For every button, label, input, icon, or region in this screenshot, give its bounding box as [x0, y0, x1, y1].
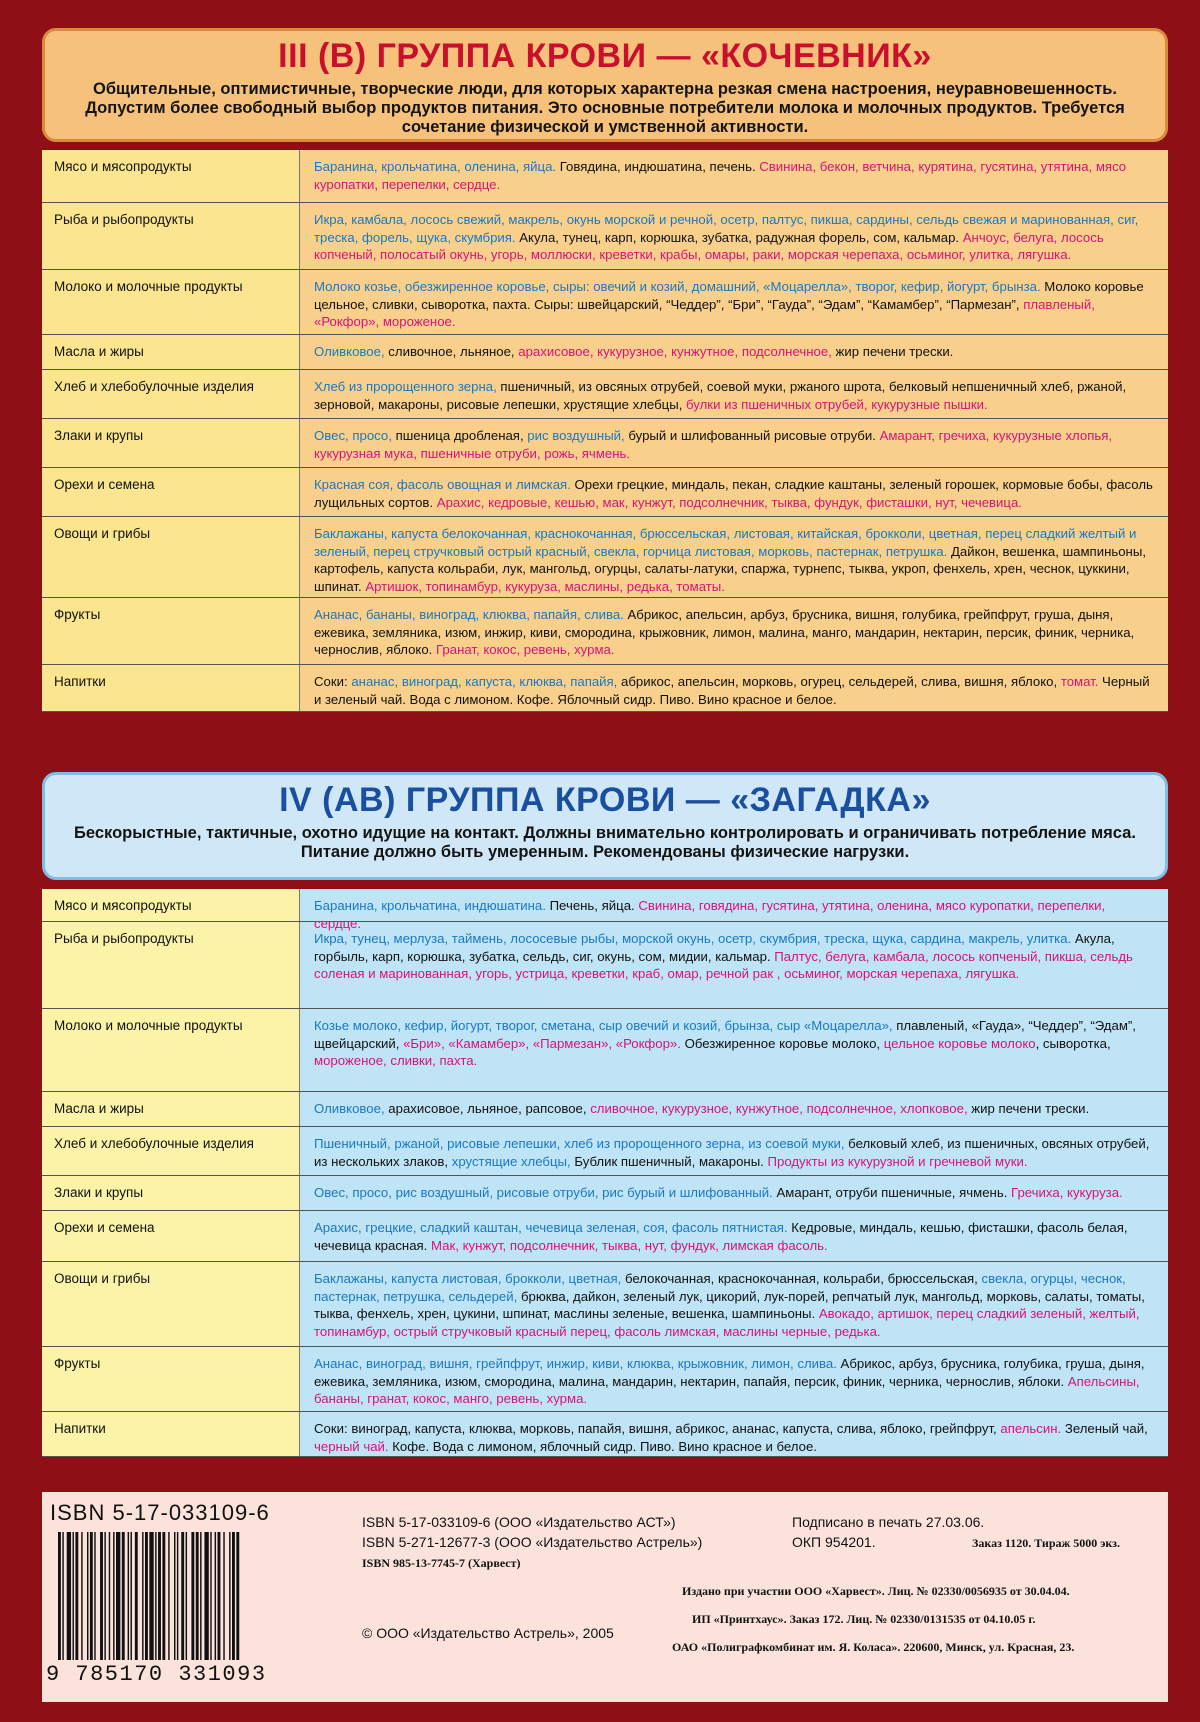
row-foods	[300, 335, 1168, 369]
avoid-foods: цельное коровье молоко	[883, 1035, 1036, 1051]
section4-title: IV (AB) ГРУППА КРОВИ — «ЗАГАДКА»	[279, 781, 931, 819]
row-category: Мясо и мясопродукты	[42, 889, 300, 921]
neutral-foods: Акула, горбыль, карп, корюшка, зубатка, сельдь, сиг, окунь, сом, мидии, кальмар.	[314, 931, 1115, 964]
neutral-foods: Молоко коровье цельное, сливки, сыворотка, пахта. Сыры: швейцарский, “Чеддер”, “Бри”, “Гауда”, “Эдам”, “Камамбер”, “Пармезан”,	[314, 279, 1144, 312]
table-row	[42, 1009, 1168, 1092]
recommended-foods: Ананас, виноград, вишня, грейпфрут, инжир, киви, клюква, крыжовник, лимон, слива.	[314, 1356, 837, 1371]
barcode-bar	[145, 1532, 148, 1660]
table-row	[42, 1127, 1168, 1176]
table-row	[42, 150, 1168, 203]
barcode-bar	[177, 1532, 178, 1660]
neutral-foods: Акула, тунец, карп, корюшка, зубатка, радужная форель, сом, кальмар.	[515, 229, 963, 245]
row-foods	[300, 370, 1168, 418]
table-row	[42, 468, 1168, 517]
row-foods	[300, 1412, 1168, 1456]
neutral-foods: Абрикос, апельсин, арбуз, брусника, вишня, голубика, грейпфрут, груша, дыня, ежевика, земляника, изюм, инжир, киви, смородина, крыжовник, лимон, малина, манго, мандарин, нектарин, персик, финик, черника, чернослив, яблоко.	[314, 607, 1135, 658]
section3-header	[42, 28, 1168, 142]
recommended-foods: Ананас, бананы, виноград, клюква, папайя, слива.	[314, 607, 624, 622]
row-foods	[300, 1347, 1168, 1411]
neutral-foods: Соки:	[314, 674, 352, 689]
barcode-bar	[116, 1532, 120, 1660]
barcode-bar	[135, 1532, 138, 1660]
recommended-foods: свекла, огурцы, чеснок, пастернак, петрушка, сельдерей,	[314, 1271, 1126, 1304]
row-category: Рыба и рыбопродукты	[42, 203, 300, 269]
avoid-foods: Палтус, белуга, камбала, лосось копченый, пикша, сельдь соленая и маринованная, угорь, устрица, креветки, краб, омар, речной рак , осьминог, морская черепаха, лягушка.	[314, 948, 1133, 982]
neutral-foods: плавленый, «Гауда», “Чеддер”, “Эдам”, щвейцарский,	[314, 1018, 1136, 1051]
barcode-bar	[62, 1532, 63, 1660]
section4-table	[42, 889, 1168, 1457]
neutral-foods: Дайкон, вешенка, шампиньоны, картофель, капуста кольраби, лук, мангольд, огурцы, салаты-латуки, спаржа, турнепс, тыква, укроп, фенхель, хрен, чеснок, цуккини, шпинат.	[314, 543, 1146, 594]
signed-date: Подписано в печать 27.03.06.	[792, 1514, 985, 1530]
table-row	[42, 203, 1168, 270]
printer-line-2: ИП «Принтхаус». Заказ 172. Лиц. № 02330/0131535 от 04.10.05 г.	[692, 1612, 1036, 1626]
neutral-foods: Кофе. Вода с лимоном, яблочный сидр. Пиво. Вино красное и белое.	[388, 1438, 817, 1454]
barcode-bar	[75, 1532, 78, 1660]
neutral-foods: Кедровые, миндаль, кешью, фисташки, фасоль белая, чечевица красная.	[314, 1220, 1128, 1253]
recommended-foods: Красная соя, фасоль овощная и лимская.	[314, 477, 571, 492]
row-foods	[300, 1262, 1168, 1346]
row-foods	[300, 922, 1168, 1008]
avoid-foods: Гречиха, кукуруза.	[1011, 1185, 1123, 1200]
row-category: Фрукты	[42, 1347, 300, 1411]
recommended-foods: Оливковое,	[314, 344, 385, 359]
avoid-foods: Анчоус, белуга, лосось копченый, полосатый окунь, угорь, моллюски, креветки, крабы, омары, раки, морская черепаха, осьминог, улитка, лягушка.	[314, 229, 1104, 263]
table-row	[42, 1211, 1168, 1262]
row-foods	[300, 1211, 1168, 1261]
neutral-foods: брюква, дайкон, зеленый лук, цикорий, лук-порей, репчатый лук, мангольд, морковь, салаты, томаты, тыква, фенхель, хрен, цукини, шпинат, маслины зеленые, вешенка, шампиньоны.	[314, 1288, 1145, 1322]
neutral-foods: белокочанная, краснокочанная, кольраби, брюссельская,	[621, 1271, 982, 1286]
barcode-bar	[223, 1532, 224, 1660]
row-foods	[300, 419, 1168, 467]
neutral-foods: жир печени трески.	[967, 1101, 1090, 1116]
row-category: Овощи и грибы	[42, 1262, 300, 1346]
recommended-foods: ананас, виноград, капуста, клюква, папайя,	[351, 674, 618, 689]
neutral-foods: Обезжиренное коровье молоко,	[680, 1035, 884, 1051]
neutral-foods: белковый хлеб, из пшеничных, овсяных отрубей, из нескольких злаков,	[314, 1136, 1150, 1169]
row-category: Злаки и крупы	[42, 419, 300, 467]
table-row	[42, 1347, 1168, 1412]
barcode	[56, 1532, 304, 1660]
row-category: Хлеб и хлебобулочные изделия	[42, 1127, 300, 1175]
row-foods	[300, 1127, 1168, 1175]
neutral-foods: Орехи грецкие, миндаль, пекан, сладкие каштаны, зеленый горошек, кормовые бобы, фасоль лущильных сортов.	[314, 477, 1153, 510]
footer	[42, 1492, 1168, 1702]
recommended-foods: Молоко козье, обезжиренное коровье, сыры: овечий и козий, домашний, «Моцарелла», творог, кефир, йогурт, брынза.	[314, 279, 1041, 294]
barcode-bar	[142, 1532, 143, 1660]
barcode-bar	[229, 1532, 230, 1660]
barcode-bar	[113, 1532, 114, 1660]
recommended-foods: хрустящие хлебцы,	[451, 1153, 571, 1169]
avoid-foods: арахисовое, кукурузное, кунжутное, подсолнечное,	[518, 344, 832, 359]
neutral-foods: жир печени трески.	[831, 344, 954, 359]
barcode-bar	[210, 1532, 211, 1660]
avoid-foods: «Бри», «Камамбер», «Пармезан», «Рокфор».	[403, 1035, 681, 1051]
avoid-foods: плавленый, «Рокфор», мороженое.	[314, 296, 1095, 330]
row-category: Орехи и семена	[42, 1211, 300, 1261]
barcode-bar	[155, 1532, 156, 1660]
row-category: Злаки и крупы	[42, 1176, 300, 1210]
barcode-bar	[204, 1532, 208, 1660]
row-foods	[300, 1009, 1168, 1091]
recommended-foods: Хлеб из пророщенного зерна,	[314, 379, 497, 394]
recommended-foods: Баклажаны, капуста белокочанная, краснокочанная, брюссельская, листовая, китайская, брокколи, цветная, перец сладкий желтый и зеленый, перец стручковый острый красный, свекла, горчица листовая, морковь, пастернак, петрушка.	[314, 526, 1137, 559]
row-foods	[300, 270, 1168, 334]
barcode-bar	[128, 1532, 129, 1660]
recommended-foods: Арахис, грецкие, сладкий каштан, чечевица зеленая, соя, фасоль пятнистая.	[314, 1220, 788, 1235]
avoid-foods: Артишок, топинамбур, кукуруза, маслины, редька, томаты.	[365, 578, 725, 594]
table-row	[42, 598, 1168, 665]
neutral-foods: , сыворотка,	[1035, 1035, 1111, 1051]
copyright: © ООО «Издательство Астрель», 2005	[362, 1625, 614, 1641]
barcode-bar	[104, 1532, 105, 1660]
row-category: Фрукты	[42, 598, 300, 664]
avoid-foods: Свинина, бекон, ветчина, курятина, гусятина, утятина, мясо куропатки, перепелки, сердце.	[314, 159, 1127, 192]
row-category: Напитки	[42, 1412, 300, 1456]
printer-line-1: Издано при участии ООО «Харвест». Лиц. № 02330/0056935 от 30.04.04.	[682, 1584, 1070, 1598]
neutral-foods: пшеница дробленая,	[391, 428, 528, 443]
row-category: Напитки	[42, 665, 300, 711]
table-row	[42, 1176, 1168, 1211]
avoid-foods: Гранат, кокос, ревень, хурма.	[436, 642, 615, 658]
barcode-bar	[200, 1532, 201, 1660]
barcode-bar	[122, 1532, 125, 1660]
neutral-foods: Черный и зеленый чай. Вода с лимоном. Кофе. Яблочный сидр. Пиво. Вино красное и белое.	[314, 674, 1150, 707]
recommended-foods: Баранина, крольчатина, оленина, яйца.	[314, 159, 557, 174]
section3-description: Общительные, оптимистичные, творческие люди, для которых характерна резкая смена настроения, неуравновешенность. Допустим более свободный выбор продуктов питания. Это основные потребители молока и молочных продуктов. Требуется сочетание физической и умственной активности.	[85, 80, 1125, 136]
barcode-bar	[73, 1532, 74, 1660]
barcode-bar	[94, 1532, 95, 1660]
barcode-bar	[90, 1532, 93, 1660]
table-row	[42, 1412, 1168, 1457]
row-foods	[300, 150, 1168, 202]
row-foods	[300, 889, 1168, 931]
row-foods	[300, 1176, 1168, 1210]
row-foods	[300, 1092, 1168, 1126]
barcode-bar	[162, 1532, 165, 1660]
table-row	[42, 922, 1168, 1009]
row-category: Орехи и семена	[42, 468, 300, 516]
avoid-foods: томат.	[1060, 674, 1099, 689]
avoid-foods: сливочное, кукурузное, кунжутное, подсолнечное, хлопковое,	[590, 1101, 968, 1116]
table-row	[42, 419, 1168, 468]
avoid-foods: мороженое, сливки, пахта.	[314, 1053, 478, 1069]
barcode-bar	[58, 1532, 61, 1660]
barcode-bar	[196, 1532, 199, 1660]
barcode-bar	[191, 1532, 194, 1660]
row-category: Рыба и рыбопродукты	[42, 922, 300, 1008]
row-category: Молоко и молочные продукты	[42, 1009, 300, 1091]
avoid-foods: Арахис, кедровые, кешью, мак, кунжут, подсолнечник, тыква, фундук, фисташки, нут, чечевица.	[436, 494, 1022, 510]
neutral-foods: сливочное, льняное,	[384, 344, 519, 359]
section3-table	[42, 150, 1168, 712]
row-category: Молоко и молочные продукты	[42, 270, 300, 334]
barcode-bar	[109, 1532, 110, 1660]
table-row	[42, 517, 1168, 598]
row-foods	[300, 598, 1168, 664]
row-category: Масла и жиры	[42, 1092, 300, 1126]
barcode-bar	[131, 1532, 132, 1660]
isbn-line-3: ISBN 985-13-7745-7 (Харвест)	[362, 1556, 521, 1570]
section4-header	[42, 772, 1168, 880]
barcode-bar	[149, 1532, 153, 1660]
barcode-bar	[100, 1532, 103, 1660]
print-order: Заказ 1120. Тираж 5000 экз.	[972, 1536, 1120, 1550]
printer-line-3: ОАО «Полиграфкомбинат им. Я. Коласа». 220600, Минск, ул. Красная, 23.	[672, 1640, 1075, 1654]
avoid-foods: Свинина, говядина, гусятина, утятина, оленина, мясо куропатки, перепелки, сердце.	[314, 898, 1106, 931]
neutral-foods: Абрикос, арбуз, брусника, голубика, груша, дыня, ежевика, земляника, изюм, смородина, малина, мандарин, нектарин, папайя, персик, финик, черника, чернослив, яблоки.	[314, 1356, 1145, 1389]
barcode-bar	[158, 1532, 161, 1660]
neutral-foods: Бублик пшеничный, макароны.	[570, 1153, 768, 1169]
isbn-line-2: ISBN 5-271-12677-3 (ООО «Издательство Астрель»)	[362, 1534, 703, 1550]
avoid-foods: черный чай.	[314, 1438, 389, 1454]
row-category: Хлеб и хлебобулочные изделия	[42, 370, 300, 418]
neutral-foods: Печень, яйца.	[545, 898, 639, 913]
recommended-foods: Баклажаны, капуста листовая, брокколи, цветная,	[314, 1271, 622, 1286]
neutral-foods: пшеничный, из овсяных отрубей, соевой муки, ржаного шрота, белковый непшеничный хлеб, ржаной, зерновой, макароны, рисовые лепешки, хрустящие хлебцы,	[314, 379, 1127, 412]
recommended-foods: рис воздушный,	[527, 428, 625, 443]
barcode-bar	[232, 1532, 235, 1660]
avoid-foods: Продукты из кукурузной и гречневой муки.	[767, 1153, 1028, 1169]
neutral-foods: Зеленый чай,	[1061, 1421, 1148, 1436]
table-row	[42, 370, 1168, 419]
barcode-bar	[218, 1532, 221, 1660]
isbn-main: ISBN 5-17-033109-6	[50, 1500, 270, 1525]
recommended-foods: Икра, камбала, лосось свежий, макрель, окунь морской и речной, осетр, палтус, пикша, сардины, сельдь свежая и маринованная, сиг, треска, форель, щука, скумбрия.	[314, 212, 1139, 245]
table-row	[42, 889, 1168, 931]
neutral-foods: Говядина, индюшатина, печень.	[556, 159, 760, 174]
recommended-foods: Икра, тунец, мерлуза, таймень, лососевые рыбы, морской окунь, осетр, скумбрия, треска, щука, сардина, макрель, улитка.	[314, 931, 1072, 946]
avoid-foods: Амарант, гречиха, кукурузные хлопья, кукурузная мука, пшеничные отруби, рожь, ячмень.	[314, 428, 1113, 461]
neutral-foods: абрикос, апельсин, морковь, огурец, сельдерей, слива, вишня, яблоко,	[617, 674, 1061, 689]
recommended-foods: Оливковое,	[314, 1101, 385, 1116]
barcode-bar	[186, 1532, 187, 1660]
barcode-bar	[215, 1532, 216, 1660]
barcode-bar	[81, 1532, 82, 1660]
row-category: Овощи и грибы	[42, 517, 300, 597]
avoid-foods: булки из пшеничных отрубей, кукурузные пышки.	[686, 396, 988, 412]
barcode-bar	[174, 1532, 175, 1660]
barcode-bar	[87, 1532, 88, 1660]
table-row	[42, 665, 1168, 712]
recommended-foods: Козье молоко, кефир, йогурт, творог, сметана, сыр овечий и козий, брынза, сыр «Моцарелла»,	[314, 1018, 893, 1033]
section3-title: III (B) ГРУППА КРОВИ — «КОЧЕВНИК»	[278, 37, 932, 75]
table-row	[42, 335, 1168, 370]
recommended-foods: Пшеничный, ржаной, рисовые лепешки, хлеб из пророщенного зерна, из соевой муки,	[314, 1136, 845, 1151]
neutral-foods: Соки: виноград, капуста, клюква, морковь, папайя, вишня, абрикос, ананас, капуста, слива, яблоко, грейпфрут,	[314, 1421, 1001, 1436]
ean-digits: 9 785170 331093	[46, 1662, 267, 1687]
row-foods	[300, 517, 1168, 597]
section4-description: Бескорыстные, тактичные, охотно идущие на контакт. Должны внимательно контролировать и ограничивать потребление мяса. Питание должно быть умеренным. Рекомендованы физические нагрузки.	[74, 824, 1136, 861]
recommended-foods: Овес, просо, рис воздушный, рисовые отруби, рис бурый и шлифованный.	[314, 1185, 773, 1200]
recommended-foods: Овес, просо,	[314, 428, 392, 443]
avoid-foods: Мак, кунжут, подсолнечник, тыква, нут, фундук, лимская фасоль.	[431, 1237, 828, 1253]
avoid-foods: Авокадо, артишок, перец сладкий зеленый, желтый, топинамбур, острый стручковый красный перец, фасоль лимская, маслины черные, редька.	[314, 1306, 1140, 1339]
row-foods	[300, 203, 1168, 269]
row-foods	[300, 468, 1168, 516]
avoid-foods: апельсин.	[1000, 1421, 1062, 1436]
row-category: Мясо и мясопродукты	[42, 150, 300, 202]
recommended-foods: Баранина, крольчатина, индюшатина.	[314, 898, 546, 913]
row-category: Масла и жиры	[42, 335, 300, 369]
isbn-line-1: ISBN 5-17-033109-6 (ООО «Издательство АСТ»)	[362, 1514, 676, 1530]
neutral-foods: бурый и шлифованный рисовые отруби.	[624, 428, 880, 443]
barcode-bar	[67, 1532, 71, 1660]
okp-code: ОКП 954201.	[792, 1534, 876, 1550]
barcode-bar	[181, 1532, 184, 1660]
table-row	[42, 1262, 1168, 1347]
table-row	[42, 1092, 1168, 1127]
row-foods	[300, 665, 1168, 711]
table-row	[42, 270, 1168, 335]
neutral-foods: Амарант, отруби пшеничные, ячмень.	[772, 1185, 1012, 1200]
avoid-foods: Апельсины, бананы, гранат, кокос, манго, ревень, хурма.	[314, 1373, 1140, 1407]
neutral-foods: арахисовое, льняное, рапсовое,	[384, 1101, 591, 1116]
barcode-bar	[168, 1532, 169, 1660]
barcode-bar	[236, 1532, 239, 1660]
